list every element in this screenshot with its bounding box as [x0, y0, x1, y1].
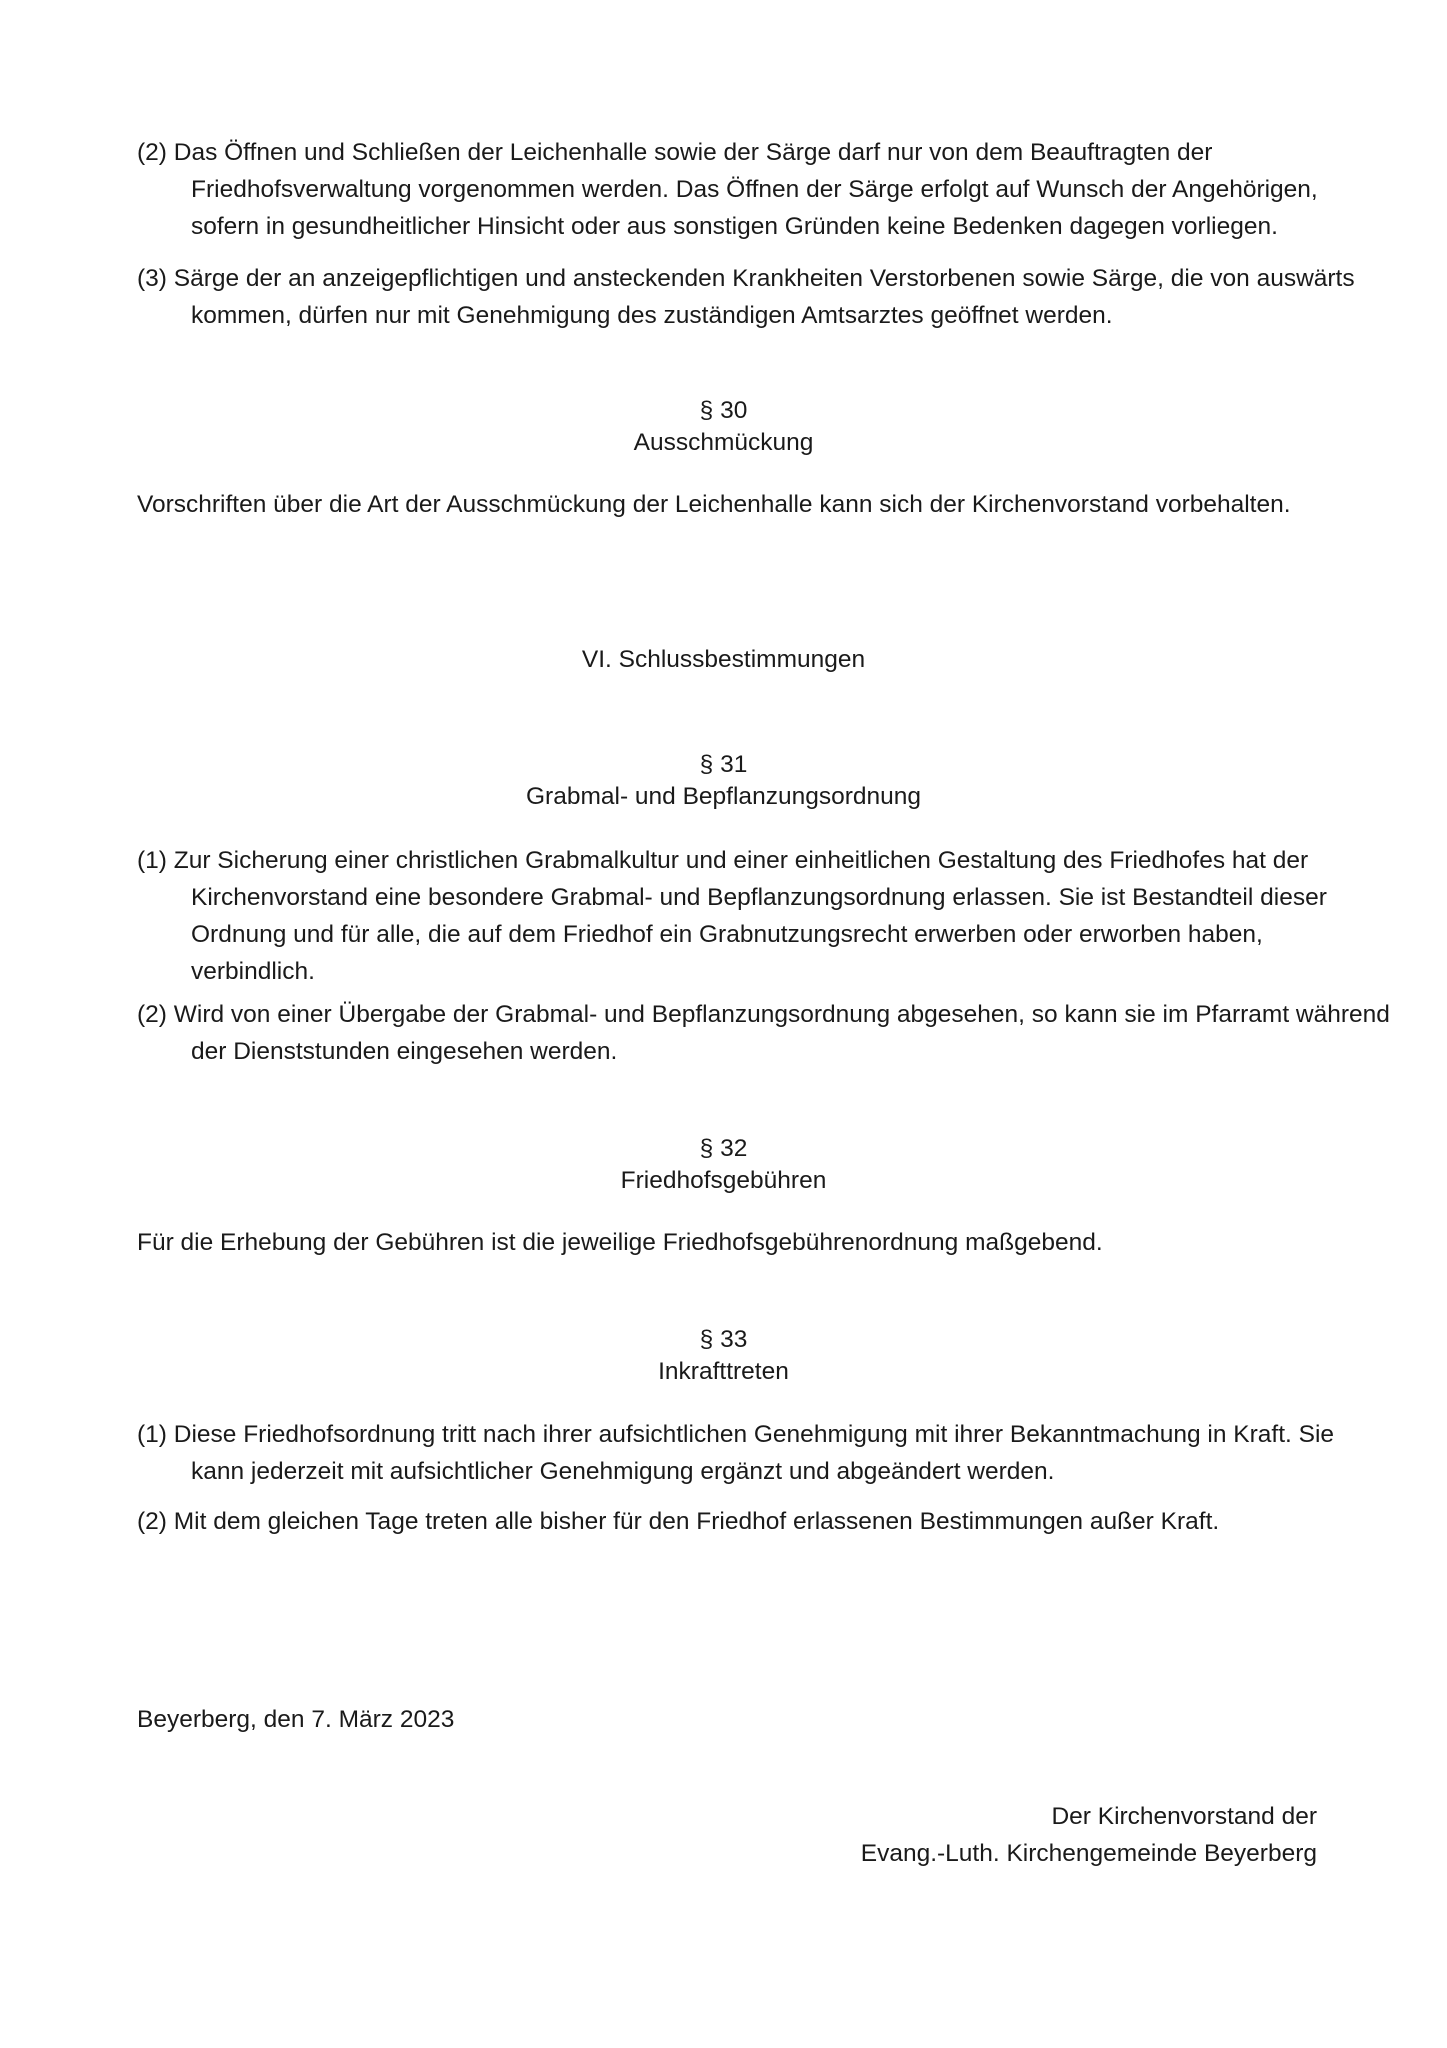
section-text-32: Für die Erhebung der Gebühren ist die jeweilige Friedhofsgebührenordnung maßgebend. — [137, 1229, 1103, 1256]
paragraph-s31-1: (1) Zur Sicherung einer christlichen Grabmalkultur und einer einheitlichen Gestaltung des Friedhofes hat der Kirchenvorstand eine besondere Grabmal- und Bepflanzungsordnung erlassen. Sie ist Bestandteil dieser Ordnung und für alle, die auf dem Friedhof ein Grabnutzungsrecht erwerben oder erworben haben, verbindlich. — [137, 847, 1327, 985]
section-title-31: Grabmal- und Bepflanzungsordnung — [526, 783, 921, 810]
paragraph-s33-1: (1) Diese Friedhofsordnung tritt nach ihrer aufsichtlichen Genehmigung mit ihrer Bekanntmachung in Kraft. Sie kann jederzeit mit aufsichtlicher Genehmigung ergänzt und abgeändert werden. — [137, 1421, 1335, 1485]
signature-line-1: Der Kirchenvorstand der — [1051, 1803, 1317, 1830]
section-text-30: Vorschriften über die Art der Ausschmückung der Leichenhalle kann sich der Kirchenvorstand vorbehalten. — [137, 491, 1291, 518]
section-number-31: § 31 — [699, 751, 748, 778]
paragraph-s33-2: (2) Mit dem gleichen Tage treten alle bisher für den Friedhof erlassenen Bestimmungen außer Kraft. — [137, 1508, 1220, 1535]
chapter-title: VI. Schlussbestimmungen — [581, 646, 866, 673]
place-date: Beyerberg, den 7. März 2023 — [137, 1706, 455, 1733]
paragraph-s29-2: (2) Das Öffnen und Schließen der Leichenhalle sowie der Särge darf nur von dem Beauftragten der Friedhofsverwaltung vorgenommen werden. Das Öffnen der Särge erfolgt auf Wunsch der Angehörigen, sofern in gesundheitlicher Hinsicht oder aus sonstigen Gründen keine Bedenken dagegen vorliegen. — [137, 139, 1318, 240]
paragraph-s29-3: (3) Särge der an anzeigepflichtigen und ansteckenden Krankheiten Verstorbenen sowie Särge, die von auswärts kommen, dürfen nur mit Genehmigung des zuständigen Amtsarztes geöffnet werden. — [137, 265, 1355, 329]
section-number-30: § 30 — [699, 397, 748, 424]
paragraph-s31-2: (2) Wird von einer Übergabe der Grabmal- und Bepflanzungsordnung abgesehen, so kann sie im Pfarramt während der Dienststunden eingesehen werden. — [137, 1001, 1390, 1065]
section-number-33: § 33 — [699, 1326, 748, 1353]
section-title-33: Inkrafttreten — [658, 1358, 789, 1385]
section-title-30: Ausschmückung — [633, 429, 814, 456]
section-number-32: § 32 — [699, 1135, 748, 1162]
section-title-32: Friedhofsgebühren — [620, 1167, 827, 1194]
signature-line-2: Evang.-Luth. Kirchengemeinde Beyerberg — [860, 1840, 1317, 1867]
